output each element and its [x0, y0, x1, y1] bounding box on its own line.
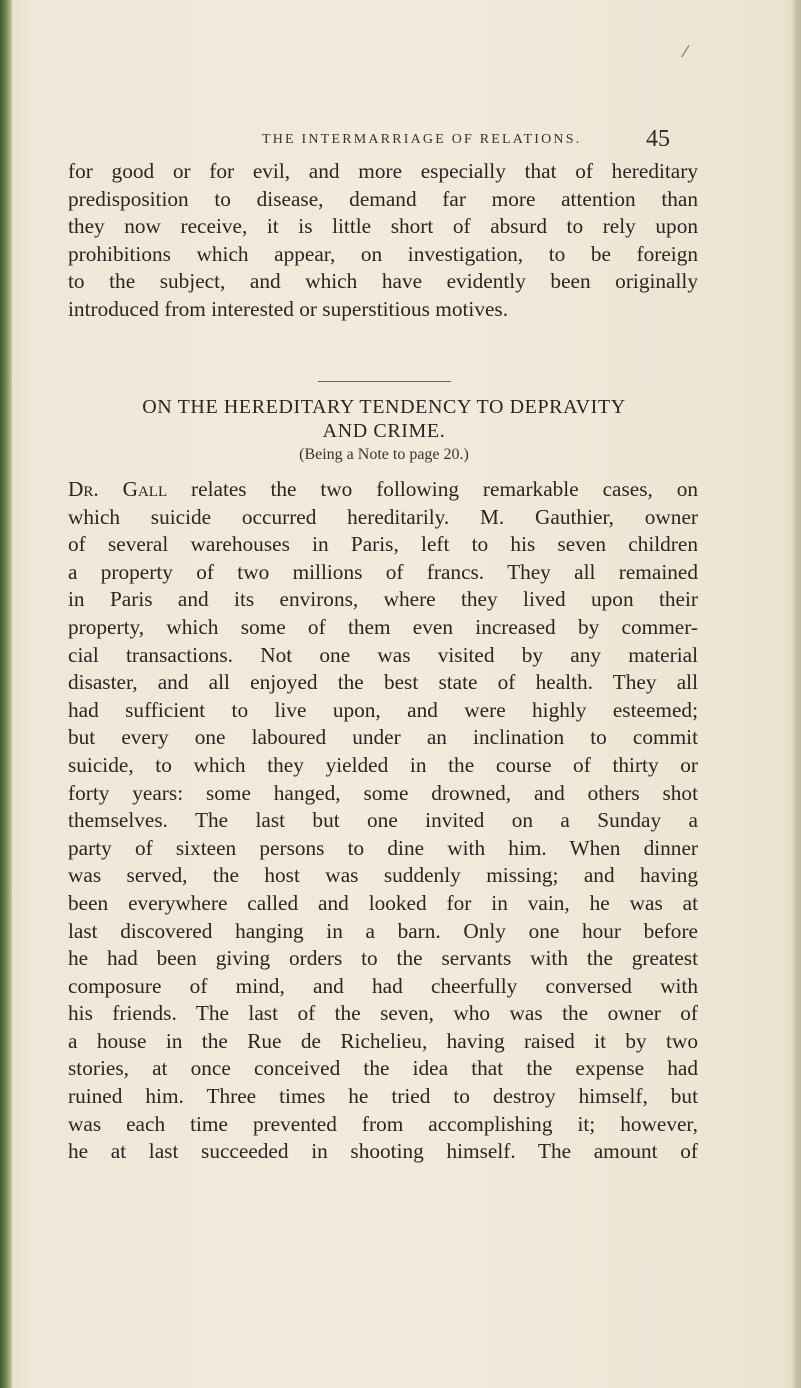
section-title-line-2: AND CRIME. — [322, 420, 446, 442]
text-line: forty years: some hanged, some drowned, and others shot — [68, 780, 698, 805]
text-line: prohibitions which appear, on investigation, to be foreign — [68, 241, 698, 266]
text-fragment: relates the two following remarkable cases, on — [167, 477, 698, 501]
text-line: a property of two millions of francs. They all remained — [68, 559, 698, 584]
text-line: introduced from interested or superstitious motives. — [68, 296, 509, 321]
text-line: but every one laboured under an inclination to commit — [68, 725, 698, 750]
text-line: he at last succeeded in shooting himself. The amount of — [68, 1139, 698, 1164]
text-line: a house in the Rue de Richelieu, having raised it by two — [68, 1028, 698, 1053]
page-binding-left — [0, 0, 12, 1388]
text-line: of several warehouses in Paris, left to his seven children — [68, 532, 698, 557]
running-title: THE INTERMARRIAGE OF RELATIONS. — [262, 132, 582, 147]
text-line: ruined him. Three times he tried to destroy himself, but — [68, 1084, 698, 1109]
section-divider — [318, 381, 451, 382]
text-line: stories, at once conceived the idea that the expense had — [68, 1056, 698, 1081]
text-line: had sufficient to live upon, and were highly esteemed; — [68, 697, 698, 722]
page-number: 45 — [646, 126, 670, 152]
pencil-mark: ⁄ — [684, 42, 687, 61]
section-note: (Being a Note to page 20.) — [299, 446, 469, 463]
text-line: suicide, to which they yielded in the course of thirty or — [68, 752, 698, 777]
text-line: which suicide occurred hereditarily. M. Gauthier, owner — [68, 504, 698, 529]
section-title-line-1: ON THE HEREDITARY TENDENCY TO DEPRAVITY — [142, 396, 626, 418]
text-line: his friends. The last of the seven, who was the owner of — [68, 1001, 698, 1026]
text-line: themselves. The last but one invited on a Sunday a — [68, 808, 698, 833]
text-line: disaster, and all enjoyed the best state of health. They all — [68, 670, 698, 695]
text-line: composure of mind, and had cheerfully conversed with — [68, 973, 698, 998]
text-line — [68, 476, 698, 504]
text-line: in Paris and its environs, where they lived upon their — [68, 587, 698, 612]
text-line: property, which some of them even increased by commer- — [68, 614, 698, 639]
text-line: last discovered hanging in a barn. Only one hour before — [68, 918, 698, 943]
page-edge-right — [791, 0, 801, 1388]
text-line: been everywhere called and looked for in vain, he was at — [68, 890, 698, 915]
text-line: predisposition to disease, demand far more attention than — [68, 186, 698, 211]
page-header — [0, 126, 801, 160]
text-line: was each time prevented from accomplishing it; however, — [68, 1111, 698, 1136]
text-line: to the subject, and which have evidently been originally — [68, 269, 698, 294]
text-line: they now receive, it is little short of absurd to rely upon — [68, 214, 698, 239]
text-line: cial transactions. Not one was visited by any material — [68, 642, 698, 667]
main-paragraph — [68, 476, 698, 1166]
text-line: he had been giving orders to the servants with the greatest — [68, 946, 698, 971]
author-name: Dr. Gall — [68, 477, 168, 501]
text-line: was served, the host was suddenly missing; and having — [68, 863, 698, 888]
text-line: for good or for evil, and more especially that of hereditary — [68, 159, 698, 183]
text-line: party of sixteen persons to dine with him. When dinner — [68, 835, 698, 860]
top-paragraph — [68, 158, 698, 324]
